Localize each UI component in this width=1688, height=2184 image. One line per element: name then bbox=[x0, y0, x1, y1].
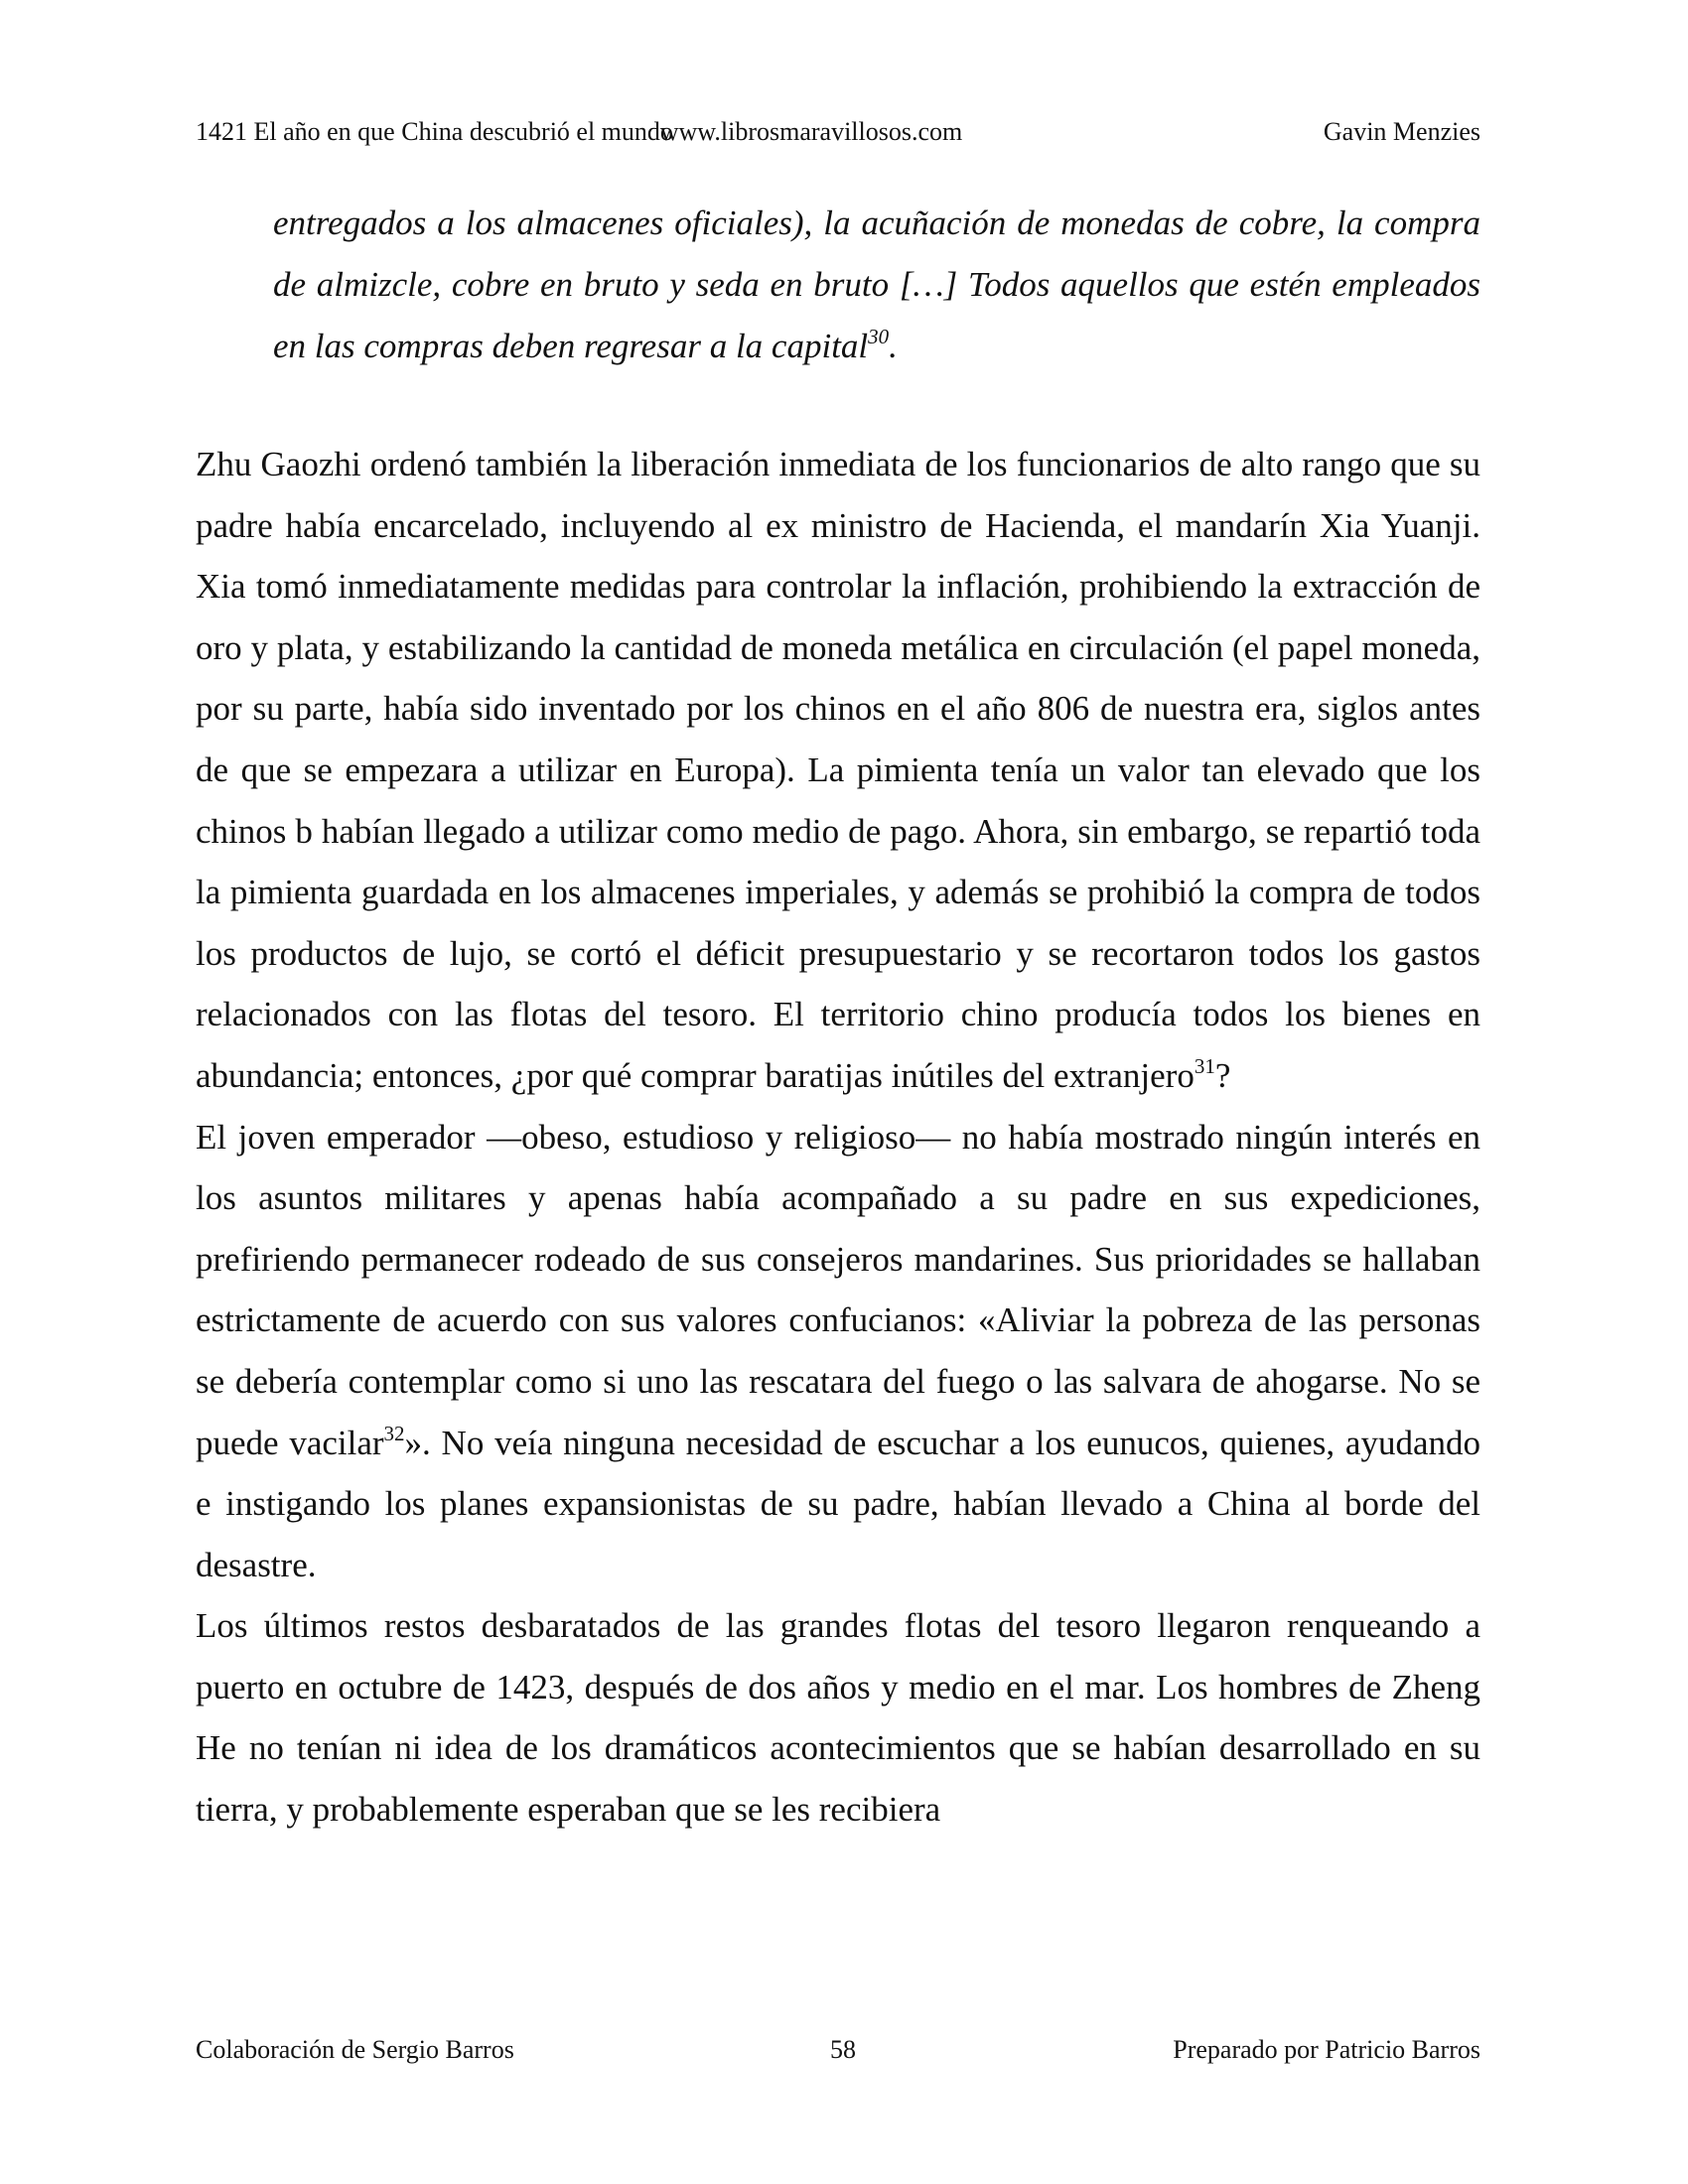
block-quote bbox=[273, 193, 1480, 377]
paragraph-3-text: Los últimos restos desbaratados de las grandes flotas del tesoro llegaron renqueando a puerto en octubre de 1423, después de dos años y medio en el mar. Los hombres de Zheng He no tenían ni idea de los dramáticos acontecimientos que se habían desarrollado en su tierra, y probablemente esperaban que se les recibiera bbox=[196, 1606, 1480, 1830]
quote-text: entregados a los almacenes oficiales), la acuñación de monedas de cobre, la compra de almizcle, cobre en bruto y seda en bruto […] Todos aquellos que estén empleados en las compras deben regresar a la capital bbox=[273, 204, 1480, 365]
paragraph-2-text-a: El joven emperador —obeso, estudioso y religioso— no había mostrado ningún interés en los asuntos militares y apenas había acompañado a su padre en sus expediciones, prefiriendo permanecer rodeado de sus consejeros mandarines. Sus prioridades se hallaban estrictamente de acuerdo con sus valores confucianos: «Aliviar la pobreza de las personas se debería contemplar como si uno las rescatara del fuego o las salvara de ahogarse. No se puede vacilar bbox=[196, 1117, 1480, 1462]
header-author: Gavin Menzies bbox=[1323, 117, 1480, 146]
paragraph-2 bbox=[196, 1107, 1480, 1596]
paragraph-1-end: ? bbox=[1214, 1055, 1231, 1095]
page-header bbox=[196, 117, 1480, 157]
paragraph-2-text-b: ». No veía ninguna necesidad de escuchar a los eunucos, quienes, ayudando e instigando los planes expansionistas de su padre, habían llevado a China al borde del desastre. bbox=[196, 1423, 1480, 1584]
header-website: www.librosmaravillosos.com bbox=[659, 117, 963, 146]
page-number: 58 bbox=[830, 2035, 856, 2064]
paragraph-1 bbox=[196, 434, 1480, 1107]
header-book-title: 1421 El año en que China descubrió el mundo bbox=[196, 117, 673, 146]
footnote-ref-30: 30 bbox=[868, 325, 890, 348]
footer-prepared-by: Preparado por Patricio Barros bbox=[1173, 2035, 1480, 2064]
paragraph-1-text: Zhu Gaozhi ordenó también la liberación inmediata de los funcionarios de alto rango que su padre había encarcelado, incluyendo al ex ministro de Hacienda, el mandarín Xia Yuanji. Xia tomó inmediatamente medidas para controlar la inflación, prohibiendo la extracción de oro y plata, y estabilizando la cantidad de moneda metálica en circulación (el papel moneda, por su parte, había sido inventado por los chinos en el año 806 de nuestra era, siglos antes de que se empezara a utilizar en Europa). La pimienta tenía un valor tan elevado que los chinos b habían llegado a utilizar como medio de pago. Ahora, sin embargo, se repartió toda la pimienta guardada en los almacenes imperiales, y además se prohibió la compra de todos los productos de lujo, se cortó el déficit presupuestario y se recortaron todos los gastos relacionados con las flotas del tesoro. El territorio chino producía todos los bienes en abundancia; entonces, ¿por qué comprar baratijas inútiles del extranjero bbox=[196, 445, 1480, 1095]
footnote-ref-32: 32 bbox=[383, 1421, 405, 1445]
footer-collaboration: Colaboración de Sergio Barros bbox=[196, 2035, 514, 2064]
quote-end: . bbox=[889, 327, 898, 365]
page-footer bbox=[196, 2035, 1480, 2075]
footnote-ref-31: 31 bbox=[1194, 1053, 1215, 1078]
main-text bbox=[196, 434, 1480, 1841]
paragraph-3 bbox=[196, 1595, 1480, 1840]
